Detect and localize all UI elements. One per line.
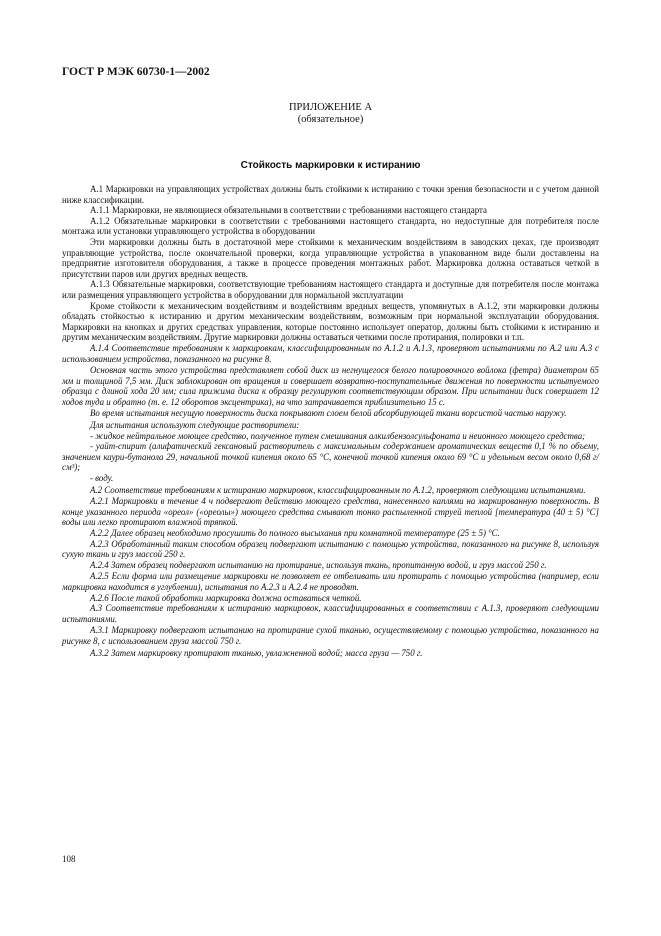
paragraph: - жидкое нейтральное моющее средство, полученное путем смешивания алкилбензолсульфоната и неионного моющего средства;: [90, 430, 586, 441]
document-header: ГОСТ Р МЭК 60730-1—2002: [62, 66, 210, 78]
paragraph: Для испытания используют следующие растворители:: [90, 420, 300, 431]
paragraph: А.2 Соответствие требованиям к истиранию маркировок, классифицированным по А.1.2, проверяют следующими испытаниями.: [90, 484, 586, 495]
paragraph: А.2.5 Если форма или размещение маркировки не позволяет ее отбеливать или протирать с помощью устройства (например, если маркировка находится в углублении), испытания по А.2.3 и А.2.4 не проводят.: [62, 571, 599, 592]
paragraph: А.2.6 После такой обработки маркировка должна оставаться четкой.: [90, 592, 362, 603]
paragraph: А.2.4 Затем образец подвергают испытанию на протирание, используя ткань, пропитанную водой, и груз массой 250 г.: [90, 559, 547, 570]
paragraph: Эти маркировки должны быть в достаточной мере стойкими к механическим воздействиям в заводских цехах, где производят управляющие устройства, после окончательной проверки, когда управляющие устройства в упакованном виде были доставлены на предприятие изготовителя оборудования, а также в процессе проведения монтажных работ. Маркировка должна оставаться четкой в присутствии паров или других вредных веществ.: [62, 236, 599, 279]
annex-title: ПРИЛОЖЕНИЕ А: [288, 102, 373, 113]
paragraph: А.3.2 Затем маркировку протирают тканью, увлажненной водой; масса груза — 750 г.: [90, 647, 423, 658]
paragraph: А.2.1 Маркировки в течение 4 ч подвергают действию моющего средства, нанесенного каплями на маркированную поверхность. В конце указанного периода «ореол» («ореолы») моющего средства смывают тонко распыленной струей теплой [температура (40 ± 5) °С] воды или легко протирают влажной тряпкой.: [62, 496, 599, 528]
section-title: Стойкость маркировки к истиранию: [240, 160, 421, 171]
annex-heading: [0, 102, 661, 126]
paragraph: А.3 Соответствие требованиям к истиранию маркировок, классифицированных в соответствии с А.1.3, проверяют следующими испытаниями.: [62, 603, 599, 624]
page-number: 108: [62, 854, 76, 864]
paragraph: А.1 Маркировки на управляющих устройствах должны быть стойкими к истиранию с точки зрения безопасности и с учетом данной ниже классификации.: [62, 184, 599, 205]
paragraph: - воду.: [90, 473, 114, 484]
paragraph: А.2.3 Обработанный таким способом образец подвергают испытанию с помощью устройства, показанного на рисунке 8, используя сухую ткань и груз массой 250 г.: [62, 538, 599, 560]
paragraph: А.1.1 Маркировки, не являющиеся обязательными в соответствии с требованиями настоящего стандарта: [90, 205, 487, 216]
paragraph: - уайт-спирит (алифатический гексановый растворитель с максимальным содержанием ароматических веществ 0,1 % по объему, значением каури-бутанола 29, начальной точкой кипения около 65 °С, конечной точкой кипения около 69 °С и удельным весом около 0,68 г/см³);: [62, 441, 599, 473]
paragraph: Основная часть этого устройства представляет собой диск из негнущегося белого полировочного войлока (фетра) диаметром 65 мм и толщиной 7,5 мм. Диск заблокирован от вращения и совершает возвратно-поступательные движения по поверхности испытуемого образца с длиной хода 20 мм; сила прижима диска к образцу регулируют соответствующим образом. При испытании диск совершает 12 ходов туда и обратно (т. е. 12 оборотов эксцентрика), на что затрачивается приблизительно 15 с.: [62, 365, 599, 407]
paragraph: А.2.2 Далее образец необходимо просушить до полного высыхания при комнатной температуре (25 ± 5) °С.: [90, 528, 500, 538]
paragraph: Во время испытания несущую поверхность диска покрывают слоем белой абсорбирующей ткани ворсистой частью наружу.: [90, 408, 567, 419]
paragraph: А.3.1 Маркировку подвергают испытанию на протирание сухой тканью, осуществляемому с помощью устройства, показанного на рисунке 8, с использованием груза массой 750 г.: [62, 625, 599, 646]
annex-subtitle: (обязательное): [297, 114, 364, 125]
paragraph: А.1.3 Обязательные маркировки, соответствующие требованиям настоящего стандарта и доступные для потребителя после монтажа или размещения управляющего устройства в оборудовании для нормальной эксплуатации: [62, 279, 599, 300]
paragraph: А.1.2 Обязательные маркировки в соответствии с требованиями настоящего стандарта, но недоступные для потребителя после монтажа или установки управляющего устройства в оборудовании: [62, 215, 599, 237]
paragraph: Кроме стойкости к механическим воздействиям и воздействиям вредных веществ, упомянутых в А.1.2, эти маркировки должны обладать стойкостью к истиранию и другим механическим воздействиям, возможным при нормальной эксплуатации оборудования. Маркировки на кнопках и других средствах управления, которые постоянно использует оператор, должны быть стойкими к истиранию и другим механическим воздействиям. Другие маркировки должны оставаться четкими после протирания, полировки и т.п.: [62, 300, 599, 343]
document-body: [62, 184, 599, 658]
paragraph: А.1.4 Соответствие требованиям к маркировкам, классифицированным по А.1.2 и А.1.3, проверяют испытаниями по А.2 или А.3 с использованием устройства, показанного на рисунке 8.: [62, 342, 599, 364]
